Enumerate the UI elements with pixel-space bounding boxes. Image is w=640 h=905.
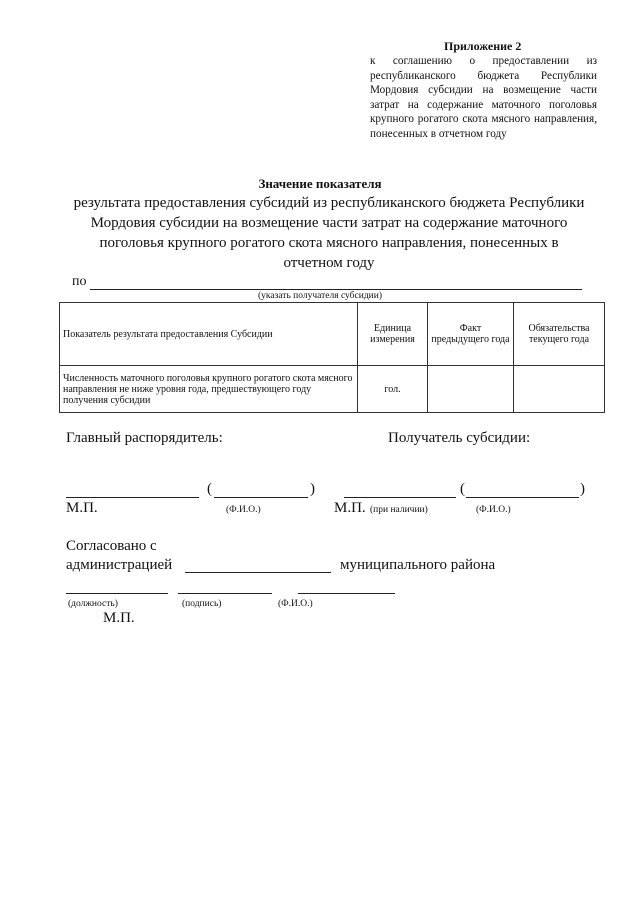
chief-signature-line[interactable] xyxy=(66,497,199,498)
table-header-row xyxy=(60,303,605,366)
agreed-with-label: Согласовано с xyxy=(66,538,157,554)
table-cell-fact[interactable] xyxy=(428,366,514,413)
close-paren: ) xyxy=(310,481,315,497)
recipient-fio-caption: (Ф.И.О.) xyxy=(476,505,511,515)
recipient-fio-line[interactable] xyxy=(466,497,579,498)
subtitle-line: отчетном году xyxy=(283,255,375,271)
district-name-line[interactable] xyxy=(185,572,331,573)
open-paren: ( xyxy=(207,481,212,497)
chief-label: Главный распорядитель: xyxy=(66,430,223,446)
subtitle-line: поголовья крупного рогатого скота мясного направления, понесенных в xyxy=(99,235,559,251)
appendix-text: к соглашению о предоставлении из республиканского бюджета Республики Мордовия субсидии на возмещение части затрат на содержание маточного поголовья крупного рогатого скота мясного направления, понесенных в отчетном году xyxy=(370,55,597,140)
district-label: муниципального района xyxy=(340,557,496,573)
table-header-cell: Обязательства текущего года xyxy=(514,303,605,366)
table-cell-unit: гол. xyxy=(358,366,428,413)
subtitle-line: результата предоставления субсидий из республиканского бюджета Республики xyxy=(73,195,585,211)
approval-stamp-label: М.П. xyxy=(103,610,135,626)
indicator-table xyxy=(59,302,605,413)
open-paren: ( xyxy=(460,481,465,497)
recipient-label: Получатель субсидии: xyxy=(388,430,531,446)
table-header-cell: Факт предыдущего года xyxy=(428,303,514,366)
table-cell-obligation[interactable] xyxy=(514,366,605,413)
subtitle-line: Мордовия субсидии на возмещение части затрат на содержание маточного xyxy=(90,215,568,231)
approval-fio-line[interactable] xyxy=(298,593,395,594)
document-subtitle xyxy=(62,193,596,273)
table-header-cell: Единица измерения xyxy=(358,303,428,366)
close-paren: ) xyxy=(580,481,585,497)
recipient-signature-line[interactable] xyxy=(344,497,456,498)
chief-stamp-label: М.П. xyxy=(66,500,98,516)
signature-caption: (подпись) xyxy=(182,599,222,609)
stamp-if-any-caption: (при наличии) xyxy=(370,505,428,515)
appendix-title: Приложение 2 xyxy=(444,39,522,53)
chief-fio-caption: (Ф.И.О.) xyxy=(226,505,261,515)
recipient-name-field[interactable] xyxy=(90,289,582,290)
recipient-stamp-label: М.П. xyxy=(334,500,366,516)
po-label: по xyxy=(72,274,87,289)
administration-label: администрацией xyxy=(66,557,173,573)
recipient-hint: (указать получателя субсидии) xyxy=(257,291,382,301)
position-caption: (должность) xyxy=(68,599,118,609)
signature-line[interactable] xyxy=(178,593,272,594)
chief-fio-line[interactable] xyxy=(214,497,308,498)
position-line[interactable] xyxy=(66,593,168,594)
document-title: Значение показателя xyxy=(258,176,382,191)
table-cell-indicator: Численность маточного поголовья крупного рогатого скота мясного направления не ниже уровня года, предшествующего году получения субсидии xyxy=(60,366,358,413)
table-row xyxy=(60,366,605,413)
approval-fio-caption: (Ф.И.О.) xyxy=(278,599,313,609)
table-header-cell: Показатель результата предоставления Субсидии xyxy=(60,303,358,366)
